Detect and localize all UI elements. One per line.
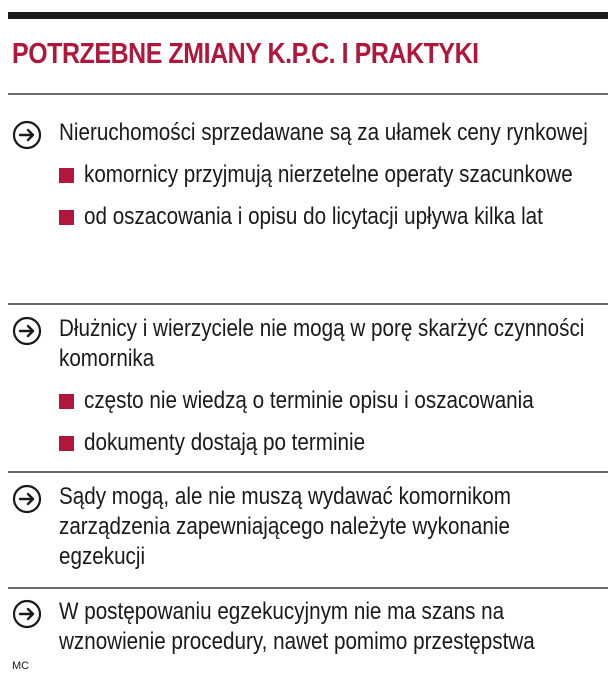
section-2 xyxy=(12,314,608,458)
bullet-item xyxy=(59,386,608,416)
circled-right-arrow-icon xyxy=(12,120,42,150)
bullet-text: od oszacowania i opisu do licytacji upływa kilka lat xyxy=(84,203,543,230)
section-4-text: W postępowaniu egzekucyjnym nie ma szans na wznowienie procedury, nawet pomimo przestępstwa xyxy=(59,598,535,655)
section-1 xyxy=(12,118,608,232)
red-square-bullet-icon xyxy=(59,210,74,225)
bullet-item xyxy=(59,202,608,232)
bullet-item xyxy=(59,160,608,190)
section-1-bullets xyxy=(12,160,608,232)
bullet-item xyxy=(59,428,608,458)
section-1-text: Nieruchomości sprzedawane są za ułamek ceny rynkowej xyxy=(59,119,588,146)
red-square-bullet-icon xyxy=(59,168,74,183)
circled-right-arrow-icon xyxy=(12,484,42,514)
red-square-bullet-icon xyxy=(59,436,74,451)
section-divider xyxy=(8,587,608,589)
bullet-text: komornicy przyjmują nierzetelne operaty szacunkowe xyxy=(84,161,573,188)
top-rule xyxy=(8,12,608,19)
section-divider xyxy=(8,93,608,95)
red-square-bullet-icon xyxy=(59,394,74,409)
bullet-text: często nie wiedzą o terminie opisu i oszacowania xyxy=(84,387,534,414)
author-initials: MC xyxy=(12,660,30,672)
section-4 xyxy=(12,597,608,657)
circled-right-arrow-icon xyxy=(12,316,42,346)
circled-right-arrow-icon xyxy=(12,599,42,629)
page-title: POTRZEBNE ZMIANY K.P.C. I PRAKTYKI xyxy=(12,38,479,70)
section-3-text: Sądy mogą, ale nie muszą wydawać komornikom zarządzenia zapewniającego należyte wykonanie egzekucji xyxy=(59,483,511,570)
bullet-text: dokumenty dostają po terminie xyxy=(84,429,366,456)
section-3 xyxy=(12,482,608,572)
section-divider xyxy=(8,303,608,305)
section-2-bullets xyxy=(12,386,608,458)
section-2-text: Dłużnicy i wierzyciele nie mogą w porę skarżyć czynności komornika xyxy=(59,315,585,372)
section-divider xyxy=(8,471,608,473)
